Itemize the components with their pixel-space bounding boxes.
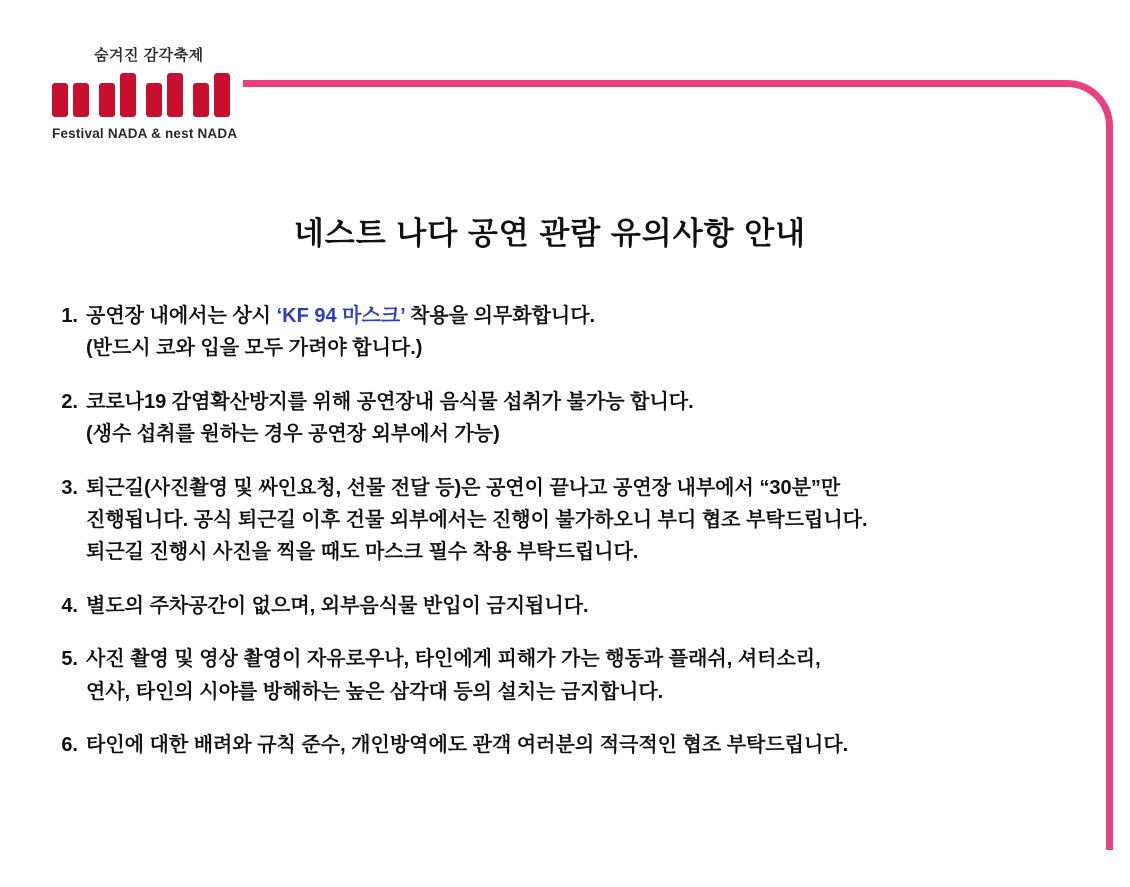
notice-line: [86, 300, 1062, 332]
notice-number: 6.: [61, 733, 78, 756]
logo-subtitle: Festival NADA & nest NADA: [52, 126, 238, 141]
text-segment: 코로나19 감염확산방지를 위해 공연장내 음식물 섭취가 불가능 합니다.: [86, 390, 694, 413]
nada-wordmark-icon: [52, 71, 262, 117]
highlighted-text: ‘KF 94 마스크’: [276, 305, 406, 327]
notice-item: [52, 300, 1062, 365]
text-segment: 타인에 대한 배려와 규칙 준수, 개인방역에도 관객 여러분의 적극적인 협조 부탁드립니다.: [86, 733, 849, 756]
notice-text: [86, 643, 1062, 708]
notice-number: 5.: [61, 648, 78, 671]
wordmark-letter-a1-icon: [99, 73, 139, 117]
notice-line: [86, 504, 1062, 536]
notice-text: [86, 729, 1062, 761]
notice-item: [52, 590, 1062, 622]
page-title: 네스트 나다 공연 관람 유의사항 안내: [293, 216, 807, 251]
notice-line: [86, 590, 1062, 622]
notice-list: [52, 300, 1062, 782]
notice-line: [86, 643, 1062, 675]
notice-line: [86, 676, 1062, 708]
notice-line: [86, 386, 1062, 418]
text-segment: 퇴근길(사진촬영 및 싸인요청, 선물 전달 등)은 공연이 끝나고 공연장 내부에서 “30분”만: [86, 476, 841, 499]
notice-text: [86, 590, 1062, 622]
logo-tagline: 숨겨진 감각축제: [94, 47, 204, 64]
notice-number: 1.: [61, 305, 78, 327]
wordmark-letter-d-icon: [146, 73, 186, 117]
notice-line: [86, 536, 1062, 568]
notice-item: [52, 386, 1062, 451]
text-segment: (생수 섭취를 원하는 경우 공연장 외부에서 가능): [86, 423, 500, 446]
text-segment: 연사, 타인의 시야를 방해하는 높은 삼각대 등의 설치는 금지합니다.: [86, 680, 664, 703]
notice-line: [86, 418, 1062, 450]
notice-item: [52, 472, 1062, 569]
notice-number: 2.: [61, 390, 78, 413]
text-segment: (반드시 코와 입을 모두 가려야 합니다.): [86, 337, 423, 360]
wordmark-letter-a2-icon: [193, 73, 233, 117]
notice-line: [86, 729, 1062, 761]
wordmark-letter-n-icon: [52, 73, 92, 117]
notice-line: [86, 332, 1062, 364]
notice-number: 4.: [61, 594, 78, 617]
notice-text: [86, 300, 1062, 365]
notice-text: [86, 472, 1062, 569]
text-segment: 진행됩니다. 공식 퇴근길 이후 건물 외부에서는 진행이 불가하오니 부디 협조 부탁드립니다.: [86, 508, 868, 531]
notice-number: 3.: [61, 476, 78, 499]
text-segment: 착용을 의무화합니다.: [405, 305, 596, 327]
text-segment: 공연장 내에서는 상시: [86, 305, 277, 327]
notice-item: [52, 643, 1062, 708]
text-segment: 퇴근길 진행시 사진을 찍을 때도 마스크 필수 착용 부탁드립니다.: [86, 541, 639, 564]
notice-text: [86, 386, 1062, 451]
text-segment: 사진 촬영 및 영상 촬영이 자유로우나, 타인에게 피해가 가는 행동과 플래쉬, 셔터소리,: [86, 648, 821, 671]
festival-logo: [52, 44, 262, 141]
notice-line: [86, 472, 1062, 504]
text-segment: 별도의 주차공간이 없으며, 외부음식물 반입이 금지됩니다.: [86, 594, 589, 617]
notice-item: [52, 729, 1062, 761]
